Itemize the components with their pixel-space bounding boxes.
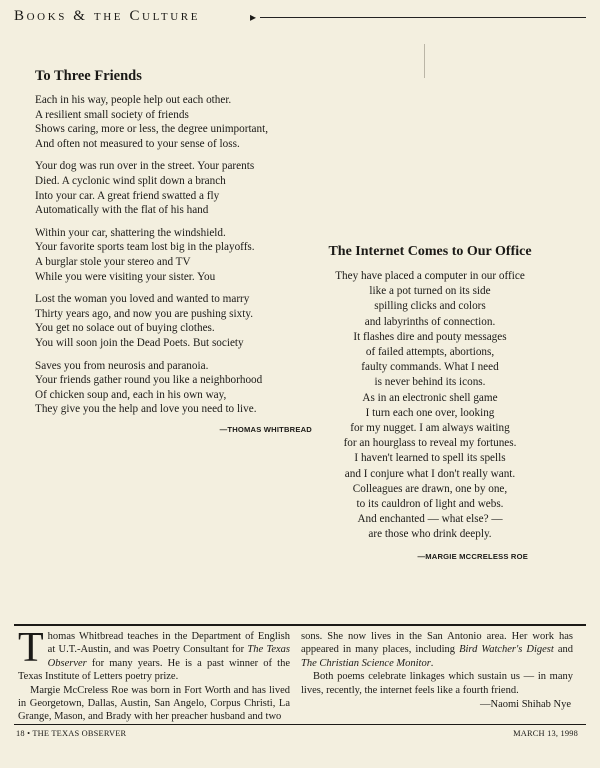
stanza: [35, 226, 320, 284]
poem-line: Your favorite sports team lost big in the playoffs.: [35, 241, 255, 254]
issue-date: MARCH 13, 1998: [513, 729, 578, 738]
poem-line: faulty commands. What I need: [361, 361, 499, 374]
poem-line: Thirty years ago, and now you are pushing sixty.: [35, 307, 254, 320]
poem-title: To Three Friends: [35, 68, 142, 84]
bio-text: .: [430, 657, 434, 669]
poem-line: for an hourglass to reveal my fortunes.: [343, 437, 517, 450]
poem-line: Of chicken soup and, each in his own way,: [35, 388, 227, 401]
poem-line: A resilient small society of friends: [35, 108, 189, 121]
poem-stanzas: [35, 93, 320, 417]
poem-line: They give you the help and love you need to live.: [35, 403, 257, 416]
poem-line: spilling clicks and colors: [374, 300, 486, 313]
bio-paragraph: [301, 630, 573, 670]
bio-paragraph: [18, 625, 290, 684]
poem-line: While you were visiting your sister. You: [35, 270, 216, 283]
poem-line: Automatically with the flat of his hand: [35, 204, 209, 217]
bio-column-right: [301, 630, 573, 711]
poem-line: They have placed a computer in our office: [335, 270, 525, 282]
bio-rule: [14, 624, 586, 626]
poem-author: —MARGIE MCCRELESS ROE: [417, 551, 528, 561]
bio-text: homas Whitbread teaches in the Department of English at U.T.-Austin, and was Poetry Consultant for: [47, 631, 290, 656]
stanza: [35, 159, 320, 217]
footer-rule: [14, 724, 586, 725]
poem-line: And enchanted — what else? —: [357, 513, 503, 526]
poem-line: As in an electronic shell game: [362, 391, 498, 404]
editor-signature: —Naomi Shihab Nye: [480, 699, 571, 711]
publication-name: The Texas Observer: [47, 644, 290, 669]
poem-line: You will soon join the Dead Poets. But society: [35, 336, 244, 349]
poem-line: Died. A cyclonic wind split down a branch: [35, 174, 226, 187]
drop-cap: T: [18, 625, 44, 671]
poem-line: Your friends gather round you like a neighborhood: [35, 374, 263, 387]
publication-name: Bird Watcher's Digest: [459, 644, 554, 656]
bio-text: for many years. He is a past winner of the Texas Institute of Letters poetry prize.: [18, 657, 290, 683]
publication-name: The Christian Science Monitor: [301, 657, 431, 669]
poem-line: And often not measured to your sense of loss.: [35, 137, 240, 150]
header-arrow-icon: ▸: [250, 10, 257, 24]
poem-line: I haven't learned to spell its spells: [354, 452, 506, 465]
poem-line: Colleagues are drawn, one by one,: [352, 482, 508, 495]
poem-line: are those who drink deeply.: [368, 528, 492, 541]
paper-crease: [424, 44, 425, 78]
poem-line: for my nugget. I am always waiting: [350, 422, 510, 435]
poem-line: It flashes dire and pouty messages: [353, 330, 507, 343]
poem-line: Saves you from neurosis and paranoia.: [35, 359, 209, 372]
poem-line: and I conjure what I don't really want.: [344, 467, 516, 480]
poem-line: is never behind its icons.: [374, 376, 486, 389]
poem-line: A burglar stole your stereo and TV: [35, 255, 191, 268]
poem-line: Into your car. A great friend swatted a fly: [35, 189, 220, 202]
poem-to-three-friends: [35, 68, 320, 434]
stanza: [35, 93, 320, 151]
poem-author: —THOMAS WHITBREAD: [219, 424, 312, 434]
poem-line: You get no solace out of buying clothes.: [35, 322, 215, 335]
bio-paragraph: Margie McCreless Roe was born in Fort Worth and has lived in Georgetown, Dallas, Austin, San Angelo, Corpus Christi, La Grange, Mason, and Brady with her preacher husband and two: [18, 684, 290, 723]
section-title: Books & the Culture: [14, 8, 201, 24]
page-folio: 18 • THE TEXAS OBSERVER: [16, 729, 127, 738]
stanza: [35, 292, 320, 350]
poem-line: Lost the woman you loved and wanted to marry: [35, 293, 250, 306]
bio-paragraph: Both poems celebrate linkages which sustain us — in many lives, recently, the internet feels like a fourth friend.: [301, 671, 573, 696]
bio-column-left: [18, 625, 290, 724]
poem-title: The Internet Comes to Our Office: [328, 244, 532, 259]
poem-line: Each in his way, people help out each other.: [35, 94, 232, 106]
poem-line: to its cauldron of light and webs.: [356, 498, 504, 511]
poem-lines: [328, 269, 532, 543]
poem-line: like a pot turned on its side: [369, 285, 491, 298]
section-header: [14, 6, 586, 30]
header-rule: [260, 17, 586, 18]
poem-line: Shows caring, more or less, the degree unimportant,: [35, 123, 269, 136]
poem-line: Your dog was run over in the street. Your parents: [35, 160, 255, 173]
poem-line: I turn each one over, looking: [365, 406, 495, 419]
poem-line: Within your car, shattering the windshield.: [35, 226, 226, 239]
poem-internet-office: [328, 244, 532, 561]
poem-line: and labyrinths of connection.: [364, 315, 496, 328]
poem-line: of failed attempts, abortions,: [365, 346, 495, 359]
bio-text: and: [553, 644, 573, 656]
stanza: [35, 359, 320, 417]
bio-text: sons. She now lives in the San Antonio area. Her work has appeared in many places, including: [301, 631, 573, 656]
